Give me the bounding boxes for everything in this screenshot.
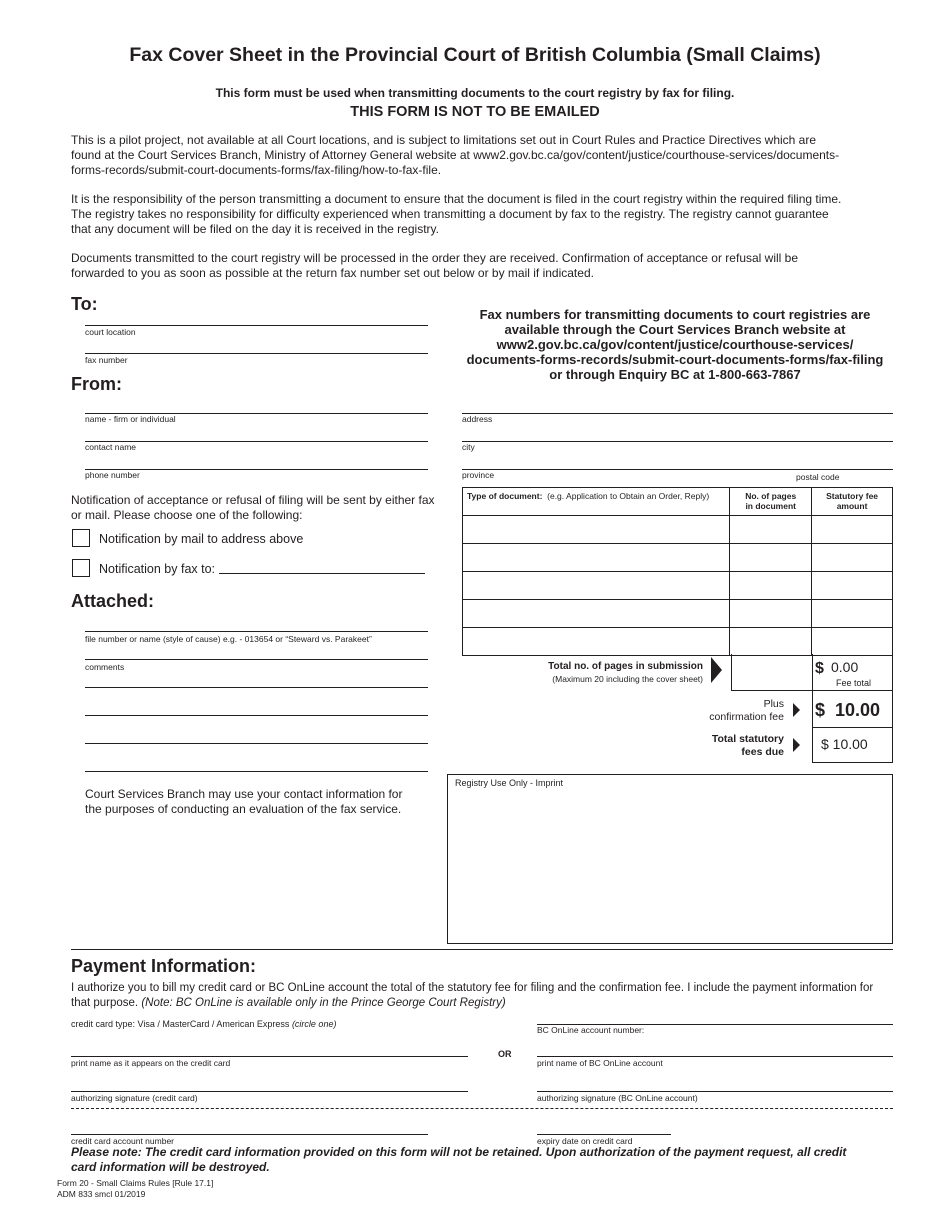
documents-table-header bbox=[463, 488, 893, 516]
bc-online-account-label: BC OnLine account number: bbox=[537, 1025, 645, 1035]
auth-signature-bc-field[interactable] bbox=[537, 1091, 893, 1092]
total-pages-note: (Maximum 20 including the cover sheet) bbox=[552, 674, 703, 684]
total-pages-field[interactable] bbox=[731, 654, 813, 691]
province-field[interactable] bbox=[462, 469, 893, 470]
fax-notification-checkbox[interactable] bbox=[72, 559, 90, 577]
confirmation-fee-value: 10.00 bbox=[835, 700, 881, 720]
from-heading: From: bbox=[71, 374, 122, 394]
form-subtitle: This form must be used when transmitting documents to the court registry by fax for filing. bbox=[215, 86, 735, 100]
type-of-document-header: Type of document: (e.g. Application to Obtain an Order, Reply) bbox=[463, 488, 730, 516]
file-number-field[interactable] bbox=[85, 631, 428, 632]
pages-cell[interactable] bbox=[730, 600, 812, 628]
confirmation-fee-currency: $ bbox=[815, 700, 826, 720]
pages-cell[interactable] bbox=[730, 516, 812, 544]
card-number-label: credit card account number bbox=[71, 1136, 174, 1146]
form-footer: Form 20 - Small Claims Rules [Rule 17.1] ADM 833 smcl 01/2019 bbox=[57, 1178, 214, 1199]
document-type-cell[interactable] bbox=[463, 516, 730, 544]
fee-cell[interactable] bbox=[812, 516, 893, 544]
fee-total-value[interactable]: 0.00 bbox=[831, 659, 859, 675]
form-title: Fax Cover Sheet in the Provincial Court of British Columbia (Small Claims) bbox=[129, 44, 821, 66]
no-email-warning: THIS FORM IS NOT TO BE EMAILED bbox=[350, 104, 600, 120]
print-name-card-field[interactable] bbox=[71, 1056, 468, 1057]
table-row bbox=[463, 572, 893, 600]
mail-notification-label: Notification by mail to address above bbox=[99, 532, 304, 546]
card-type-label: credit card type: Visa / MasterCard / American Express (circle one) bbox=[71, 1019, 337, 1029]
fee-cell[interactable] bbox=[812, 544, 893, 572]
court-location-label: court location bbox=[85, 327, 136, 337]
auth-signature-card-field[interactable] bbox=[71, 1091, 468, 1092]
total-pages-arrow-icon bbox=[711, 657, 722, 683]
pages-cell[interactable] bbox=[730, 628, 812, 656]
document-type-cell[interactable] bbox=[463, 600, 730, 628]
auth-signature-card-label: authorizing signature (credit card) bbox=[71, 1093, 198, 1103]
contact-name-field[interactable] bbox=[85, 441, 428, 442]
fee-total-label: Fee total bbox=[836, 678, 872, 688]
confirmation-arrow-icon bbox=[793, 703, 800, 717]
comments-field-2[interactable] bbox=[85, 687, 428, 688]
registry-imprint-box bbox=[447, 774, 893, 944]
print-name-card-label: print name as it appears on the credit card bbox=[71, 1058, 231, 1068]
fax-number-field[interactable] bbox=[85, 353, 428, 354]
fee-total-currency: $ bbox=[815, 660, 824, 677]
expiry-date-field[interactable] bbox=[537, 1134, 671, 1135]
notification-fax-field[interactable] bbox=[219, 573, 425, 574]
total-pages-label: Total no. of pages in submission bbox=[548, 661, 703, 672]
fee-header: Statutory fee amount bbox=[812, 488, 893, 516]
expiry-date-label: expiry date on credit card bbox=[537, 1136, 633, 1146]
registry-imprint-label: Registry Use Only - Imprint bbox=[455, 778, 564, 788]
fee-cell[interactable] bbox=[812, 600, 893, 628]
table-row bbox=[463, 516, 893, 544]
comments-field-1[interactable] bbox=[85, 659, 428, 660]
intro-paragraph-1: This is a pilot project, not available at all Court locations, and is subject to limitations set out in Court Rules and Practice Directives which are found at the Court Services Branch, Ministry of Attorney General website at www2.gov.bc.ca/gov/content/justice/courthouse-services/documents- forms-records/submit-court-documents-forms/fax-filing/how-to-fax-file. bbox=[71, 133, 840, 177]
fee-cell[interactable] bbox=[812, 628, 893, 656]
fax-notification-label: Notification by fax to: bbox=[99, 562, 216, 576]
name-label: name - firm or individual bbox=[85, 414, 176, 424]
total-fees-value[interactable]: $ 10.00 bbox=[821, 736, 868, 752]
mail-notification-checkbox[interactable] bbox=[72, 529, 90, 547]
court-location-field[interactable] bbox=[85, 325, 428, 326]
notification-text: Notification of acceptance or refusal of filing will be sent by either fax or mail. Please choose one of the following: bbox=[71, 493, 435, 522]
total-fees-arrow-icon bbox=[793, 738, 800, 752]
fax-numbers-info: Fax numbers for transmitting documents to court registries are available through the Court Services Branch website at www2.gov.bc.ca/gov/content/justice/courthouse-services/ documents-forms-records/submit-court-documents-forms/fax-filing or through Enquiry BC at 1-800-663-7867 bbox=[466, 307, 884, 382]
pages-cell[interactable] bbox=[730, 572, 812, 600]
province-label: province bbox=[462, 470, 495, 480]
print-name-bc-field[interactable] bbox=[537, 1056, 893, 1057]
comments-field-5[interactable] bbox=[85, 771, 428, 772]
auth-signature-bc-label: authorizing signature (BC OnLine account) bbox=[537, 1093, 698, 1103]
document-type-cell[interactable] bbox=[463, 572, 730, 600]
fax-number-label: fax number bbox=[85, 355, 128, 365]
card-number-field[interactable] bbox=[71, 1134, 428, 1135]
documents-table bbox=[462, 487, 893, 656]
table-row bbox=[463, 628, 893, 656]
table-row bbox=[463, 544, 893, 572]
document-type-cell[interactable] bbox=[463, 544, 730, 572]
intro-paragraph-2: It is the responsibility of the person transmitting a document to ensure that the document is filed in the court registry within the required filing time. The registry takes no responsibility for difficulty experienced when transmitting a document by fax to the registry. The registry cannot guarantee that any document will be filed on the day it is received in the registry. bbox=[71, 192, 842, 236]
city-field[interactable] bbox=[462, 441, 893, 442]
to-heading: To: bbox=[71, 294, 98, 314]
credit-card-notice: Please note: The credit card information provided on this form will not be retained. Upon authorization of the payment request, all credit card information will be destroyed. bbox=[71, 1145, 847, 1174]
postal-code-label: postal code bbox=[796, 472, 840, 482]
contact-name-label: contact name bbox=[85, 442, 137, 452]
pages-header: No. of pages in document bbox=[730, 488, 812, 516]
payment-heading: Payment Information: bbox=[71, 956, 257, 976]
phone-number-label: phone number bbox=[85, 470, 140, 480]
attached-heading: Attached: bbox=[71, 591, 155, 611]
comments-field-4[interactable] bbox=[85, 743, 428, 744]
address-field[interactable] bbox=[462, 413, 893, 414]
pages-cell[interactable] bbox=[730, 544, 812, 572]
file-number-label: file number or name (style of cause) e.g. - 013654 or “Steward vs. Parakeet” bbox=[85, 634, 372, 644]
cut-line bbox=[71, 1108, 893, 1109]
city-label: city bbox=[462, 442, 475, 452]
confirmation-fee-label: Plus confirmation fee bbox=[709, 698, 784, 723]
address-label: address bbox=[462, 414, 493, 424]
comments-field-3[interactable] bbox=[85, 715, 428, 716]
print-name-bc-label: print name of BC OnLine account bbox=[537, 1058, 663, 1068]
table-row bbox=[463, 600, 893, 628]
fee-cell[interactable] bbox=[812, 572, 893, 600]
comments-label: comments bbox=[85, 662, 125, 672]
document-type-cell[interactable] bbox=[463, 628, 730, 656]
payment-authorization: I authorize you to bill my credit card or BC OnLine account the total of the statutory fee for filing and the confirmation fee. I include the payment information for that purpose. (Note: BC OnLine is available only in the Prince George Court Registry) bbox=[71, 982, 874, 1009]
total-statutory-label: Total statutory fees due bbox=[711, 733, 784, 758]
intro-paragraph-3: Documents transmitted to the court registry will be processed in the order they are received. Confirmation of acceptance or refusal will be forwarded to you as soon as possible at the return fax number set out below or by mail if indicated. bbox=[71, 251, 799, 280]
privacy-notice: Court Services Branch may use your contact information for the purposes of conducting an evaluation of the fax service. bbox=[85, 787, 403, 816]
or-separator: OR bbox=[498, 1049, 512, 1059]
payment-divider bbox=[71, 949, 893, 950]
